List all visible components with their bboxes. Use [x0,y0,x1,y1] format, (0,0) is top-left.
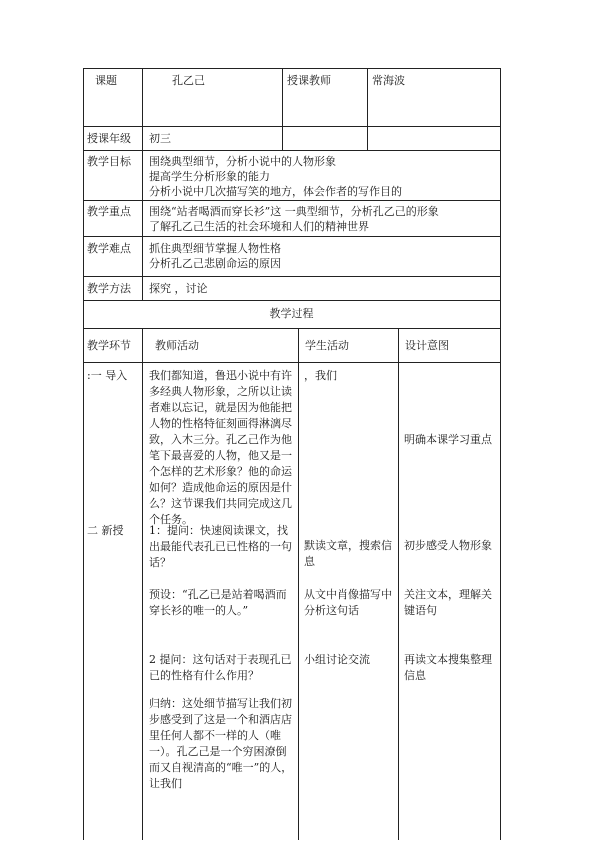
table-border-row [83,200,500,201]
student-activity-1: 默读文章，搜索信息 [304,539,392,568]
goal-line: 提高学生分析形象的能力 [149,170,270,183]
col-design: 设计意图 [405,339,449,352]
stage-new: 二 新授 [87,524,124,537]
difficulty-line: 分析孔乙己悲剧命运的原因 [149,257,281,270]
table-border-col [367,68,368,150]
table-border-row [83,328,500,329]
student-activity-2: 从文中肖像描写中分析这句话 [304,588,392,617]
goal-line: 分析小说中几次描写笑的地方，体会作者的写作目的 [149,185,402,198]
design-intent-1: 初步感受人物形象 [404,539,492,552]
table-border-left [83,68,84,840]
teacher-question-1: 1：提问：快速阅读课文，找出最能代表孔已已性格的一句话？ [149,524,292,569]
stage-intro: :一 导入 [87,369,128,382]
table-border-row [83,150,500,151]
table-border-row [83,362,500,363]
col-student: 学生活动 [305,339,349,352]
difficulty-line: 抓住典型细节掌握人物性格 [149,242,281,255]
col-teacher: 教师活动 [155,339,199,352]
grade-label: 授课年级 [87,132,131,145]
key-points-label: 教学重点 [87,205,131,218]
design-intent-2: 关注文本，理解关键语句 [404,588,492,617]
difficulties-content [149,241,281,271]
teacher-summary: 归纳：这处细节描写让我们初步感受到了这是一个和酒店店里任何人都不一样的人（唯一）。孔乙己是一个穷困潦倒而又自视清高的“唯一”的人，让我们 [149,697,293,790]
table-border-col [282,68,283,150]
teacher-value: 常海波 [372,74,405,87]
teacher-question-2: 2 提问：这句话对于表现孔已已的性格有什么作用？ [149,653,292,682]
table-border-col [298,328,299,840]
table-border-top [83,68,500,69]
student-intro-text: ，我们 [304,369,337,382]
process-title: 教学过程 [269,307,314,320]
table-border-col [142,68,143,300]
methods-value: 探究 ，讨论 [149,282,208,295]
design-intro-text: 明确本课学习重点 [404,433,492,446]
goals-label: 教学目标 [87,155,131,168]
methods-label: 教学方法 [87,282,131,295]
student-activity-3: 小组讨论交流 [304,653,370,666]
grade-value: 初三 [149,132,171,145]
teacher-label: 授课教师 [287,74,331,87]
teacher-intro-text: 我们都知道，鲁迅小说中有许多经典人物形象，之所以让读者难以忘记，就是因为他能把人物的性格特征刻画得淋漓尽致，入木三分。孔乙己作为他笔下最喜爱的人物，他又是一个怎样的艺术形象？他的命运如何？造成他命运的原因是什么？这节课我们共同完成这几个任务。 [149,369,292,526]
col-stage: 教学环节 [87,339,131,352]
table-border-col [142,328,143,840]
table-border-col [398,328,399,840]
teacher-preset: 预设：“孔乙已是站着喝酒而穿长衫的唯一的人。” [149,588,287,617]
design-intent-3: 再读文本搜集整理信息 [404,653,492,682]
table-border-right [500,68,501,840]
table-border-row [83,126,500,127]
table-border-row [83,276,500,277]
topic-value: 孔乙己 [172,74,205,87]
goals-content [149,154,402,199]
topic-label: 课题 [95,74,117,87]
table-border-row [83,300,500,301]
key-points-content [149,204,439,234]
goal-line: 围绕典型细节，分析小说中的人物形象 [149,155,336,168]
difficulties-label: 教学难点 [87,242,131,255]
key-point-line: 了解孔乙己生活的社会环境和人们的精神世界 [149,220,369,233]
table-border-row [83,236,500,237]
key-point-line: 围绕“站者喝酒而穿长衫”这 一典型细节，分析孔乙己的形象 [149,205,439,218]
